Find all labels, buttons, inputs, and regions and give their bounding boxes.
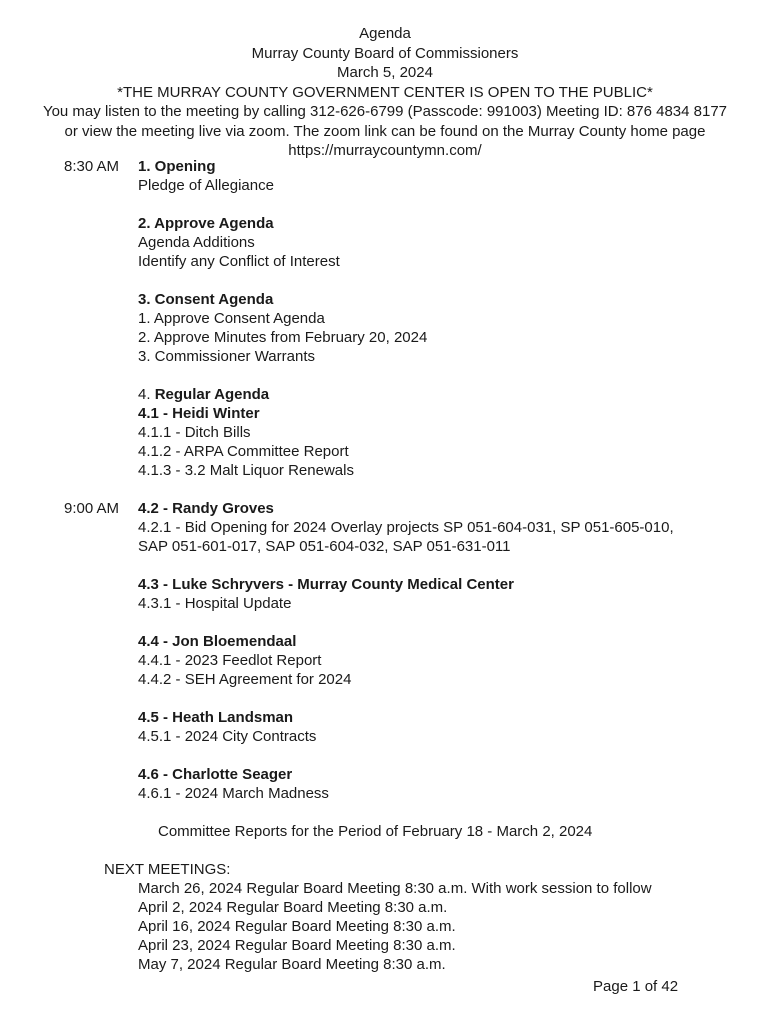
section-consent-agenda: 3. Consent Agenda — [138, 291, 274, 308]
next-meeting-3: April 16, 2024 Regular Board Meeting 8:30 a.m. — [138, 918, 456, 935]
next-meeting-4: April 23, 2024 Regular Board Meeting 8:30 a.m. — [138, 937, 456, 954]
section-opening: 1. Opening — [138, 158, 216, 175]
item-4-1-3: 4.1.3 - 3.2 Malt Liquor Renewals — [138, 462, 354, 479]
item-4-5-1: 4.5.1 - 2024 City Contracts — [138, 728, 317, 745]
item-4-4-2: 4.4.2 - SEH Agreement for 2024 — [138, 671, 352, 688]
sub-4-3: 4.3 - Luke Schryvers - Murray County Medical Center — [138, 576, 514, 593]
board-name: Murray County Board of Commissioners — [251, 44, 519, 62]
next-meeting-2: April 2, 2024 Regular Board Meeting 8:30 a.m. — [138, 899, 448, 916]
listen-info: You may listen to the meeting by calling 312-626-6799 (Passcode: 991003) Meeting ID: 876 4834 8177 or view the meeting live via zoom. The zoom link can be found on the Murray County home page https://murraycountymn.com/ — [42, 103, 728, 159]
item-pledge: Pledge of Allegiance — [138, 177, 274, 194]
item-4-1-1: 4.1.1 - Ditch Bills — [138, 424, 251, 441]
item-4-2-1-cont: SAP 051-601-017, SAP 051-604-032, SAP 051-631-011 — [138, 538, 511, 555]
time-830: 8:30 AM — [64, 158, 120, 175]
next-meetings-label: NEXT MEETINGS: — [104, 861, 231, 878]
next-meeting-1: March 26, 2024 Regular Board Meeting 8:30 a.m. With work session to follow — [138, 880, 652, 897]
meeting-date: March 5, 2024 — [337, 64, 433, 81]
regular-title: Regular Agenda — [154, 386, 270, 403]
sub-4-2: 4.2 - Randy Groves — [138, 500, 274, 517]
committee-reports: Committee Reports for the Period of February 18 - March 2, 2024 — [158, 823, 593, 840]
item-4-1-2: 4.1.2 - ARPA Committee Report — [138, 443, 349, 460]
doc-title: Agenda — [359, 25, 411, 42]
item-consent-1: 1. Approve Consent Agenda — [138, 310, 325, 327]
item-agenda-additions: Agenda Additions — [138, 234, 255, 251]
item-4-3-1: 4.3.1 - Hospital Update — [138, 595, 292, 612]
page-number: Page 1 of 42 — [593, 978, 679, 995]
public-notice: *THE MURRAY COUNTY GOVERNMENT CENTER IS OPEN TO THE PUBLIC* — [117, 83, 653, 101]
sub-4-6: 4.6 - Charlotte Seager — [138, 766, 293, 783]
section-approve-agenda: 2. Approve Agenda — [138, 215, 274, 232]
item-consent-2: 2. Approve Minutes from February 20, 2024 — [138, 329, 428, 346]
sub-4-5: 4.5 - Heath Landsman — [138, 709, 294, 726]
next-meeting-5: May 7, 2024 Regular Board Meeting 8:30 a.m. — [138, 956, 446, 973]
regular-num: 4. — [138, 386, 155, 403]
item-4-2-1: 4.2.1 - Bid Opening for 2024 Overlay projects SP 051-604-031, SP 051-605-010, — [138, 519, 674, 536]
time-900: 9:00 AM — [64, 500, 120, 517]
section-regular-agenda — [138, 385, 269, 404]
item-4-6-1: 4.6.1 - 2024 March Madness — [138, 785, 329, 802]
sub-4-4: 4.4 - Jon Bloemendaal — [138, 633, 297, 650]
sub-4-1: 4.1 - Heidi Winter — [138, 405, 260, 422]
document-header — [40, 24, 730, 161]
item-4-4-1: 4.4.1 - 2023 Feedlot Report — [138, 652, 322, 669]
item-conflict: Identify any Conflict of Interest — [138, 253, 340, 270]
item-consent-3: 3. Commissioner Warrants — [138, 348, 315, 365]
